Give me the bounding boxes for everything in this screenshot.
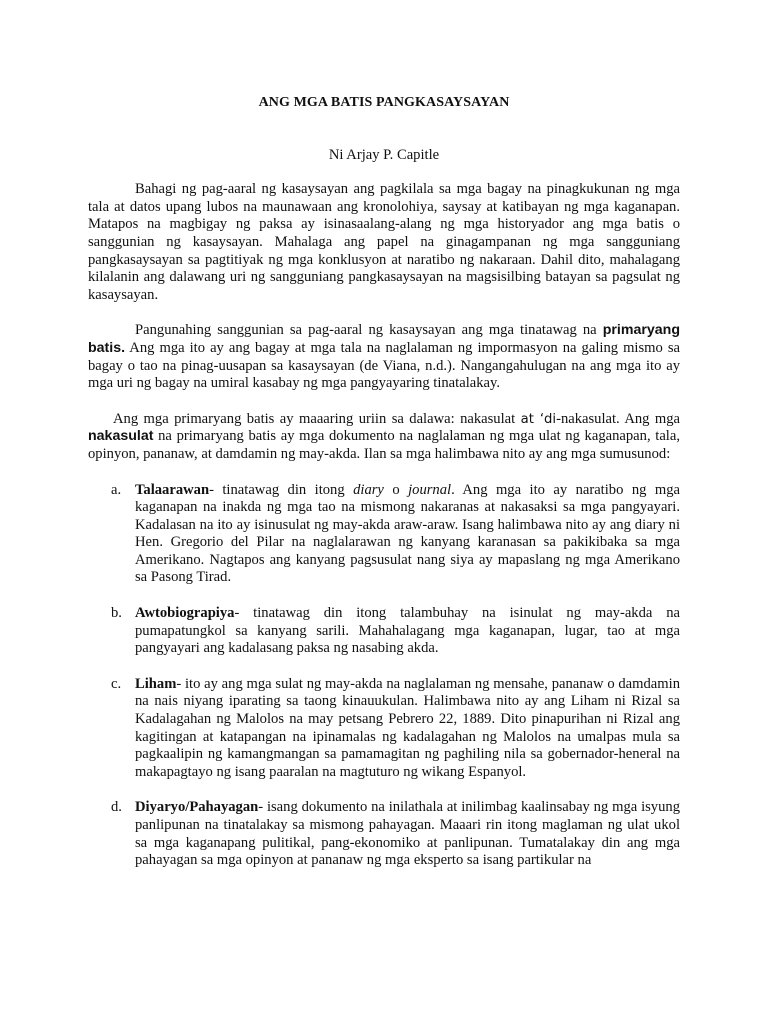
paragraph-text: na primaryang batis ay mga dokumento na naglalaman ng mga ulat ng kaganapan, tala, opinyon, pananaw, at damdamin ng may-akda. Ilan sa mga halimbawa nito ay ang mga sumusunod: — [88, 428, 680, 462]
list-item — [88, 482, 680, 588]
list-item-text: - isang dokumento na inilathala at inilimbag kaalinsabay ng mga isyung panlipunan na tinatalakay sa mismong pahayagan. Maaari rin itong maglaman ng ulat ukol sa mga kaganapang pulitikal, pang-ekonomiko at panlipunan. Tumatalakay din ang mga pahayagan sa mga opinyon at pananaw ng mga eksperto sa isang partikular na — [135, 799, 680, 869]
paragraph-text-mixed-font: at ‘di — [520, 411, 557, 427]
bold-term-primaryang-batis: primaryang batis. — [88, 322, 680, 356]
paragraph-intro: Bahagi ng pag-aaral ng kasaysayan ang pagkilala sa mga bagay na pinagkukunan ng mga tala at datos upang lubos na maunawaan ang kronolohiya, saysay at katibayan ng mga kaganapan. Matapos na magbigay ng paksa ay isinasaalang-alang ng mga historyador ang mga batis o sanggunian ng kasaysayan. Mahalaga ang papel na ginagampanan ng mga sangguniang pangkasaysayan sa pagtitiyak ng mga konklusyon at naratibo ng nakaraan. Dahil dito, mahalagang kilalanin ang dalawang uri ng sangguniang pangkasaysayan na magsisilbing batayan sa pagsulat ng kasaysayan. — [88, 181, 680, 303]
bold-term-nakasulat: nakasulat — [88, 428, 154, 445]
list-item-term: Diyaryo/Pahayagan — [135, 799, 259, 816]
italic-term-diary: diary — [353, 481, 384, 498]
paragraph-text: Pangunahing sanggunian sa pag-aaral ng kasaysayan ang mga tinatawag na — [135, 322, 603, 339]
list-item — [88, 605, 680, 658]
list-item-text: - ito ay ang mga sulat ng may-akda na naglalaman ng mensahe, pananaw o damdamin na nais niyang iparating sa taong kinauukulan. Halimbawa nito ay ang Liham ni Rizal sa Kadalagahan ng Malolos na may petsang Pebrero 22, 1889. Dito pinapurihan ni Rizal ang kagitingan at katapangan na ipinamalas ng kadalagahan ng Malolos na umalpas mula sa pagkaalipin ng kamangmangan sa pamamagitan ng paghiling nila sa gobernador-heneral na makapagtayo ng isang paaralan na magtuturo ng wikang Espanyol. — [135, 675, 680, 780]
list-item — [88, 676, 680, 782]
list-item-text: o — [383, 481, 409, 498]
list-item-term: Talaarawan — [135, 481, 210, 498]
list-item-term: Awtobiograpiya — [135, 605, 235, 622]
list-marker: b. — [111, 605, 122, 622]
document-title: ANG MGA BATIS PANGKASAYSAYAN — [258, 95, 510, 110]
list-item-text: - tinatawag din itong talambuhay na isinulat ng may-akda na pumapatungkol sa kanyang sarili. Mahahalagang mga kaganapan, lugar, tao at mga pangyayari ang kadalasang paksa ng nasabing akda. — [135, 605, 680, 657]
list-item — [88, 799, 680, 869]
italic-term-journal: journal — [408, 481, 452, 498]
paragraph-text: Ang mga primaryang batis ay maaaring uriin sa dalawa: nakasulat — [113, 410, 521, 427]
list-marker: c. — [111, 675, 122, 692]
list-item-text: . Ang mga ito ay naratibo ng mga kaganapan na inakda ng mga tao na mismong nakaranas at nakasaksi sa mga pangyayari. Kadalasan na ito ay isinusulat ng may-akda araw-araw. Isang halimbawa nito ay ang diary ni Hen. Gregorio del Pilar na naglalarawan ng kanyang karanasan sa pakikibaka sa mga Amerikano. Nagtapos ang kanyang pagsusulat nang siya ay mapaslang ng mga Amerikano sa Pasong Tirad. — [135, 481, 680, 586]
source-types-list — [88, 482, 680, 870]
list-marker: a. — [111, 481, 122, 498]
list-marker: d. — [111, 799, 122, 816]
list-item-text: - tinatawag din itong — [209, 481, 354, 498]
paragraph-primary-sources — [88, 322, 680, 392]
paragraph-classification — [88, 411, 680, 464]
list-item-term: Liham — [135, 675, 177, 692]
document-author: Ni Arjay P. Capitle — [328, 146, 440, 163]
paragraph-text: Ang mga ito ay ang bagay at mga tala na naglalaman ng impormasyon na galing mismo sa bagay o tao na pinag-uusapan sa kasaysayan (de Viana, n.d.). Nangangahulugan na ang mga ito ay mga uri ng bagay na umiral kasabay ng mga pangyayaring tinatalakay. — [88, 339, 680, 392]
paragraph-text: -nakasulat. Ang mga — [556, 410, 681, 427]
